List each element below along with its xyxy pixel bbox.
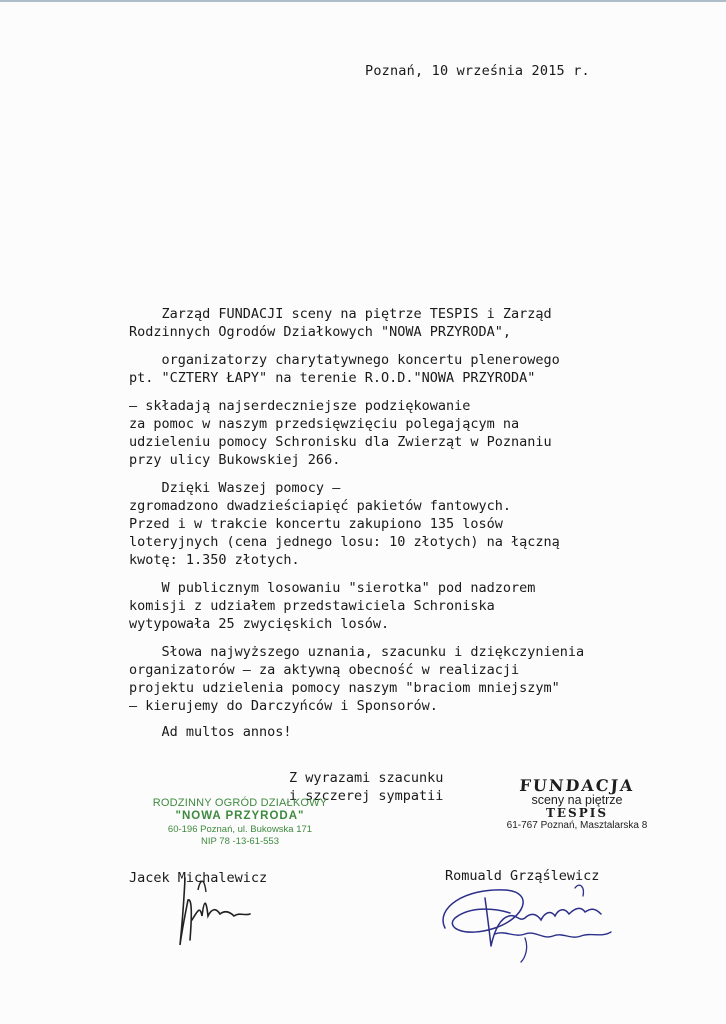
closing-line: i szczerej sympatii <box>289 788 444 804</box>
body-line: udzieleniu pomocy Schronisku dla Zwierząt w Poznaniu <box>129 434 552 450</box>
body-line: organizatorów — za aktywną obecność w realizacji <box>129 662 520 678</box>
handwritten-signature-left <box>170 870 270 960</box>
body-line: — kierujemy do Darczyńców i Sponsorów. <box>129 698 438 714</box>
body-line: kwotę: 1.350 złotych. <box>129 552 300 568</box>
signatory-right-name: Romuald Grząślewicz <box>445 868 600 884</box>
body-line: W publicznym losowaniu "sierotka" pod nadzorem <box>129 580 536 596</box>
stamp-line: "NOWA PRZYRODA" <box>175 810 305 822</box>
stamp-line: NIP 78 -13-61-553 <box>201 836 279 847</box>
body-line: projektu udzielenia pomocy naszym "braciom mniejszym" <box>129 680 560 696</box>
body-line: pt. "CZTERY ŁAPY" na terenie R.O.D."NOWA PRZYRODA" <box>129 370 536 386</box>
body-line: loteryjnych (cena jednego losu: 10 złotych) na łączną <box>129 534 560 550</box>
stamp-line: 60-196 Poznań, ul. Bukowska 171 <box>167 824 313 835</box>
closing-line: Z wyrazami szacunku <box>289 770 444 786</box>
foundation-stamp <box>492 776 662 831</box>
stamp-line: 61-767 Poznań, Masztalarska 8 <box>506 820 648 831</box>
body-line: organizatorzy charytatywnego koncertu plenerowego <box>129 352 560 368</box>
letter-date: Poznań, 10 września 2015 r. <box>365 63 590 79</box>
stamp-line: TESPIS <box>545 806 609 820</box>
body-line: Rodzinnych Ogrodów Działkowych "NOWA PRZYRODA", <box>129 324 512 340</box>
handwritten-signature-right <box>425 868 635 968</box>
stamp-line: sceny na piętrze <box>531 793 623 807</box>
stamp-line: RODZINNY OGRÓD DZIAŁKOWY <box>152 797 328 809</box>
body-line: zgromadzono dwadzieściapięć pakietów fantowych. <box>129 498 512 514</box>
body-line: Zarząd FUNDACJI sceny na piętrze TESPIS i Zarząd <box>129 306 552 322</box>
stamp-line: FUNDACJA <box>518 776 636 795</box>
body-line: za pomoc w naszym przedsięwzięciu polegającym na <box>129 416 520 432</box>
body-line: przy ulicy Bukowskiej 266. <box>129 452 341 468</box>
body-line: komisji z udziałem przedstawiciela Schroniska <box>129 598 495 614</box>
body-line: Przed i w trakcie koncertu zakupiono 135 losów <box>129 516 503 532</box>
body-line: Słowa najwyższego uznania, szacunku i dziękczynienia <box>129 644 585 660</box>
garden-stamp <box>150 797 330 847</box>
body-line: Dzięki Waszej pomocy — <box>129 480 341 496</box>
signatory-left-name: Jacek Michalewicz <box>129 870 268 886</box>
scan-edge <box>0 0 726 2</box>
body-line: — składają najserdeczniejsze podziękowanie <box>129 398 471 414</box>
body-line: wytypowała 25 zwycięskich losów. <box>129 616 390 632</box>
body-line: Ad multos annos! <box>129 724 292 740</box>
